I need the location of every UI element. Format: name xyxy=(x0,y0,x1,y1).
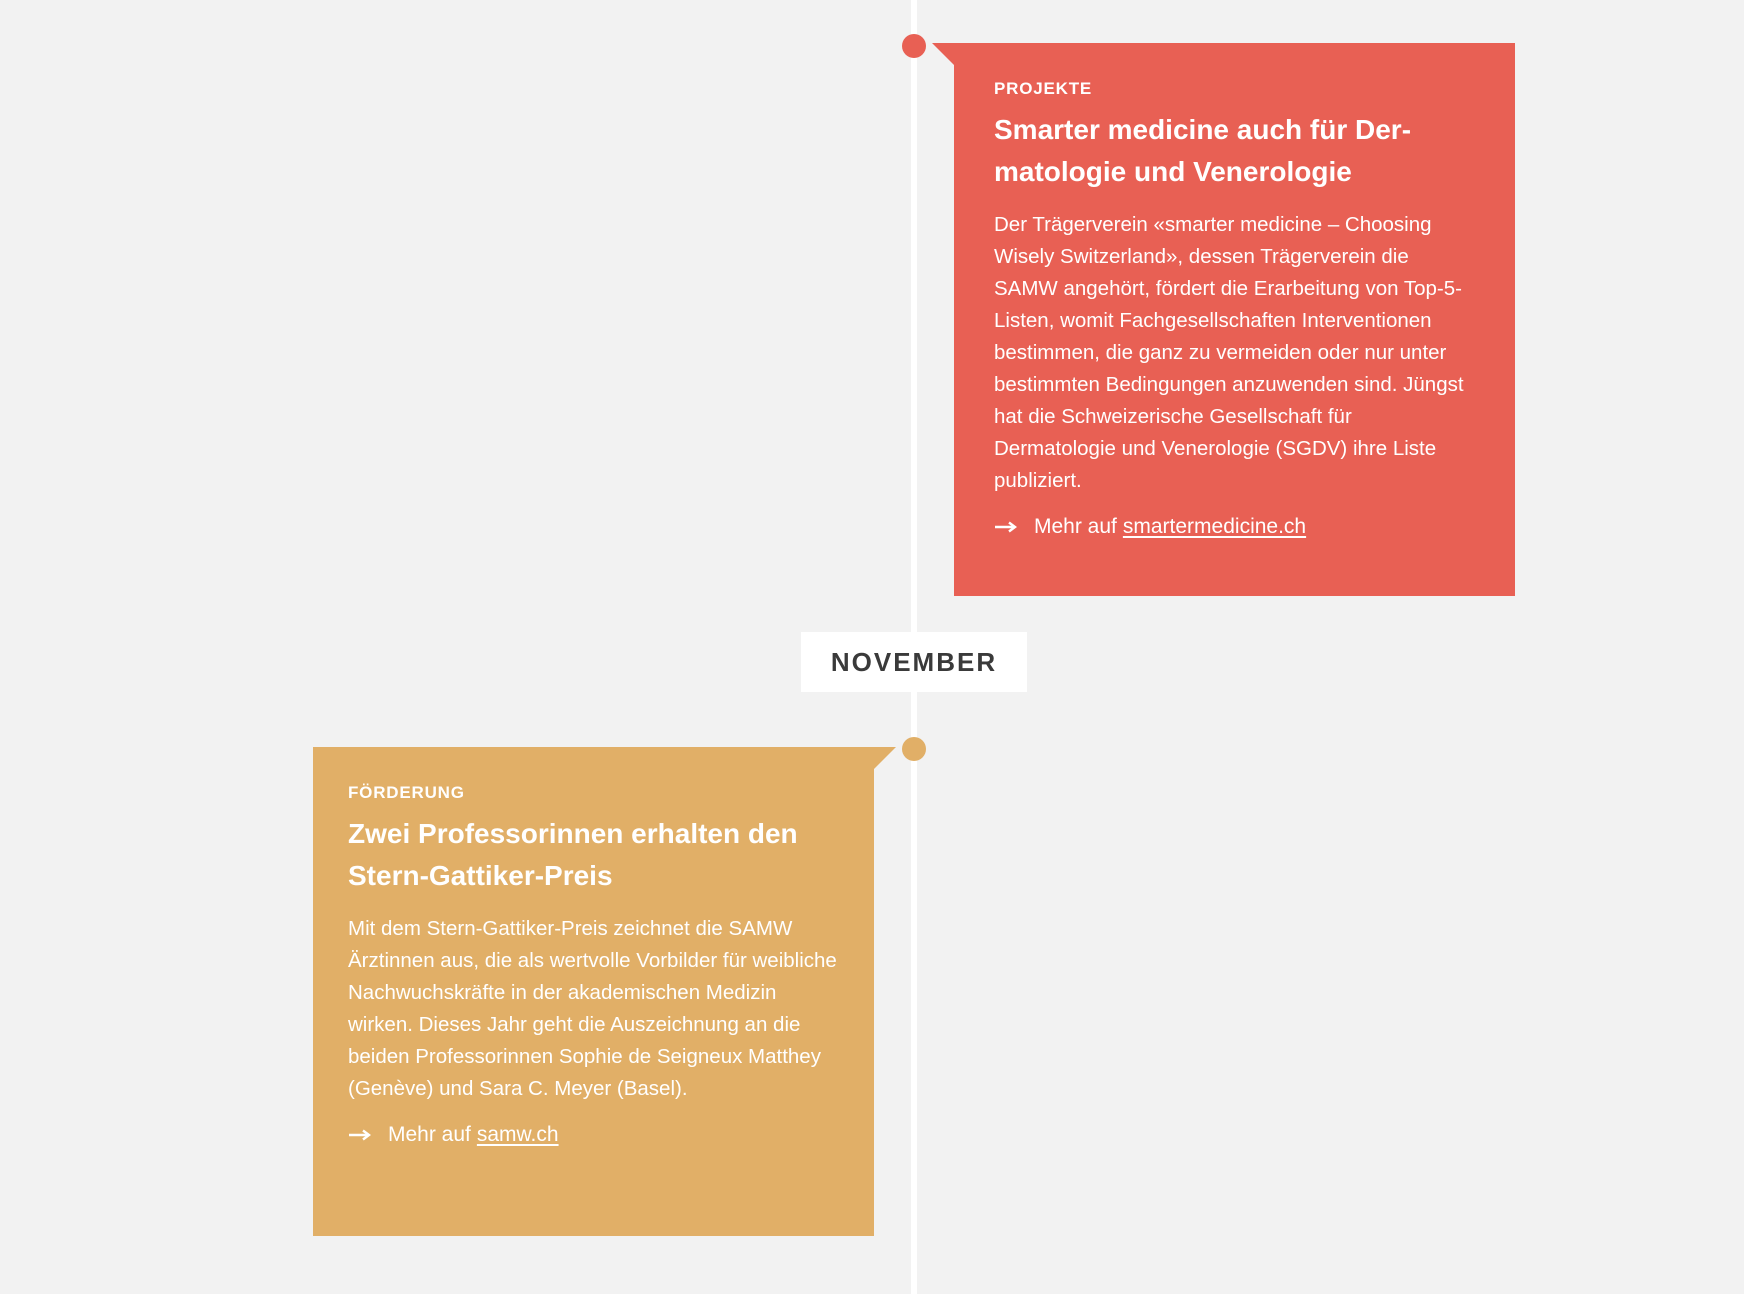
more-link-row xyxy=(994,511,1475,543)
timeline-card-foerderung xyxy=(313,747,874,1236)
smartermedicine-link[interactable]: smartermedicine.ch xyxy=(1122,515,1307,538)
more-prefix: Mehr auf xyxy=(388,1123,471,1146)
card-category: PROJEKTE xyxy=(994,79,1093,98)
card-title: Smarter medicine auch für Dermatologie und Venerologie xyxy=(994,114,1412,187)
more-link-row xyxy=(348,1119,838,1151)
card-body: Mit dem Stern-Gattiker-Preis zeichnet die SAMW Ärztinnen aus, die als wertvolle Vorbilder für weibliche Nachwuchskräfte in der akademischen Medizin wirken. Dieses Jahr geht die Auszeichnung an die beiden Professorinnen Sophie de Seigneux Matthey (Genève) und Sara C. Meyer (Basel). xyxy=(348,917,837,1100)
card-body: Der Trägerverein «smarter medicine – Choosing Wisely Switzerland», dessen Trägerverein die SAMW angehört, fördert die Erarbeitung von Top-5-Listen, womit Fachgesellschaften Interventionen bestimmen, die ganz zu vermeiden oder nur unter bestimmten Bedingungen anzuwenden sind. Jüngst hat die Schweizerische Gesellschaft für Dermatologie und Venerologie (SGDV) ihre Liste publiziert. xyxy=(994,213,1464,492)
timeline-dot-foerderung xyxy=(902,737,926,761)
arrow-right-icon xyxy=(348,1128,372,1142)
arrow-right-icon xyxy=(994,520,1018,534)
card-pointer xyxy=(932,43,954,65)
card-pointer xyxy=(874,747,896,769)
timeline-dot-projekte xyxy=(902,34,926,58)
timeline-card-projekte xyxy=(954,43,1515,596)
card-category: FÖRDERUNG xyxy=(348,783,465,802)
more-prefix: Mehr auf xyxy=(1034,515,1117,538)
card-title: Zwei Professorinnen erhalten den Stern-Gattiker-Preis xyxy=(348,818,798,891)
samw-link[interactable]: samw.ch xyxy=(476,1123,559,1146)
month-label: NOVEMBER xyxy=(801,632,1027,692)
